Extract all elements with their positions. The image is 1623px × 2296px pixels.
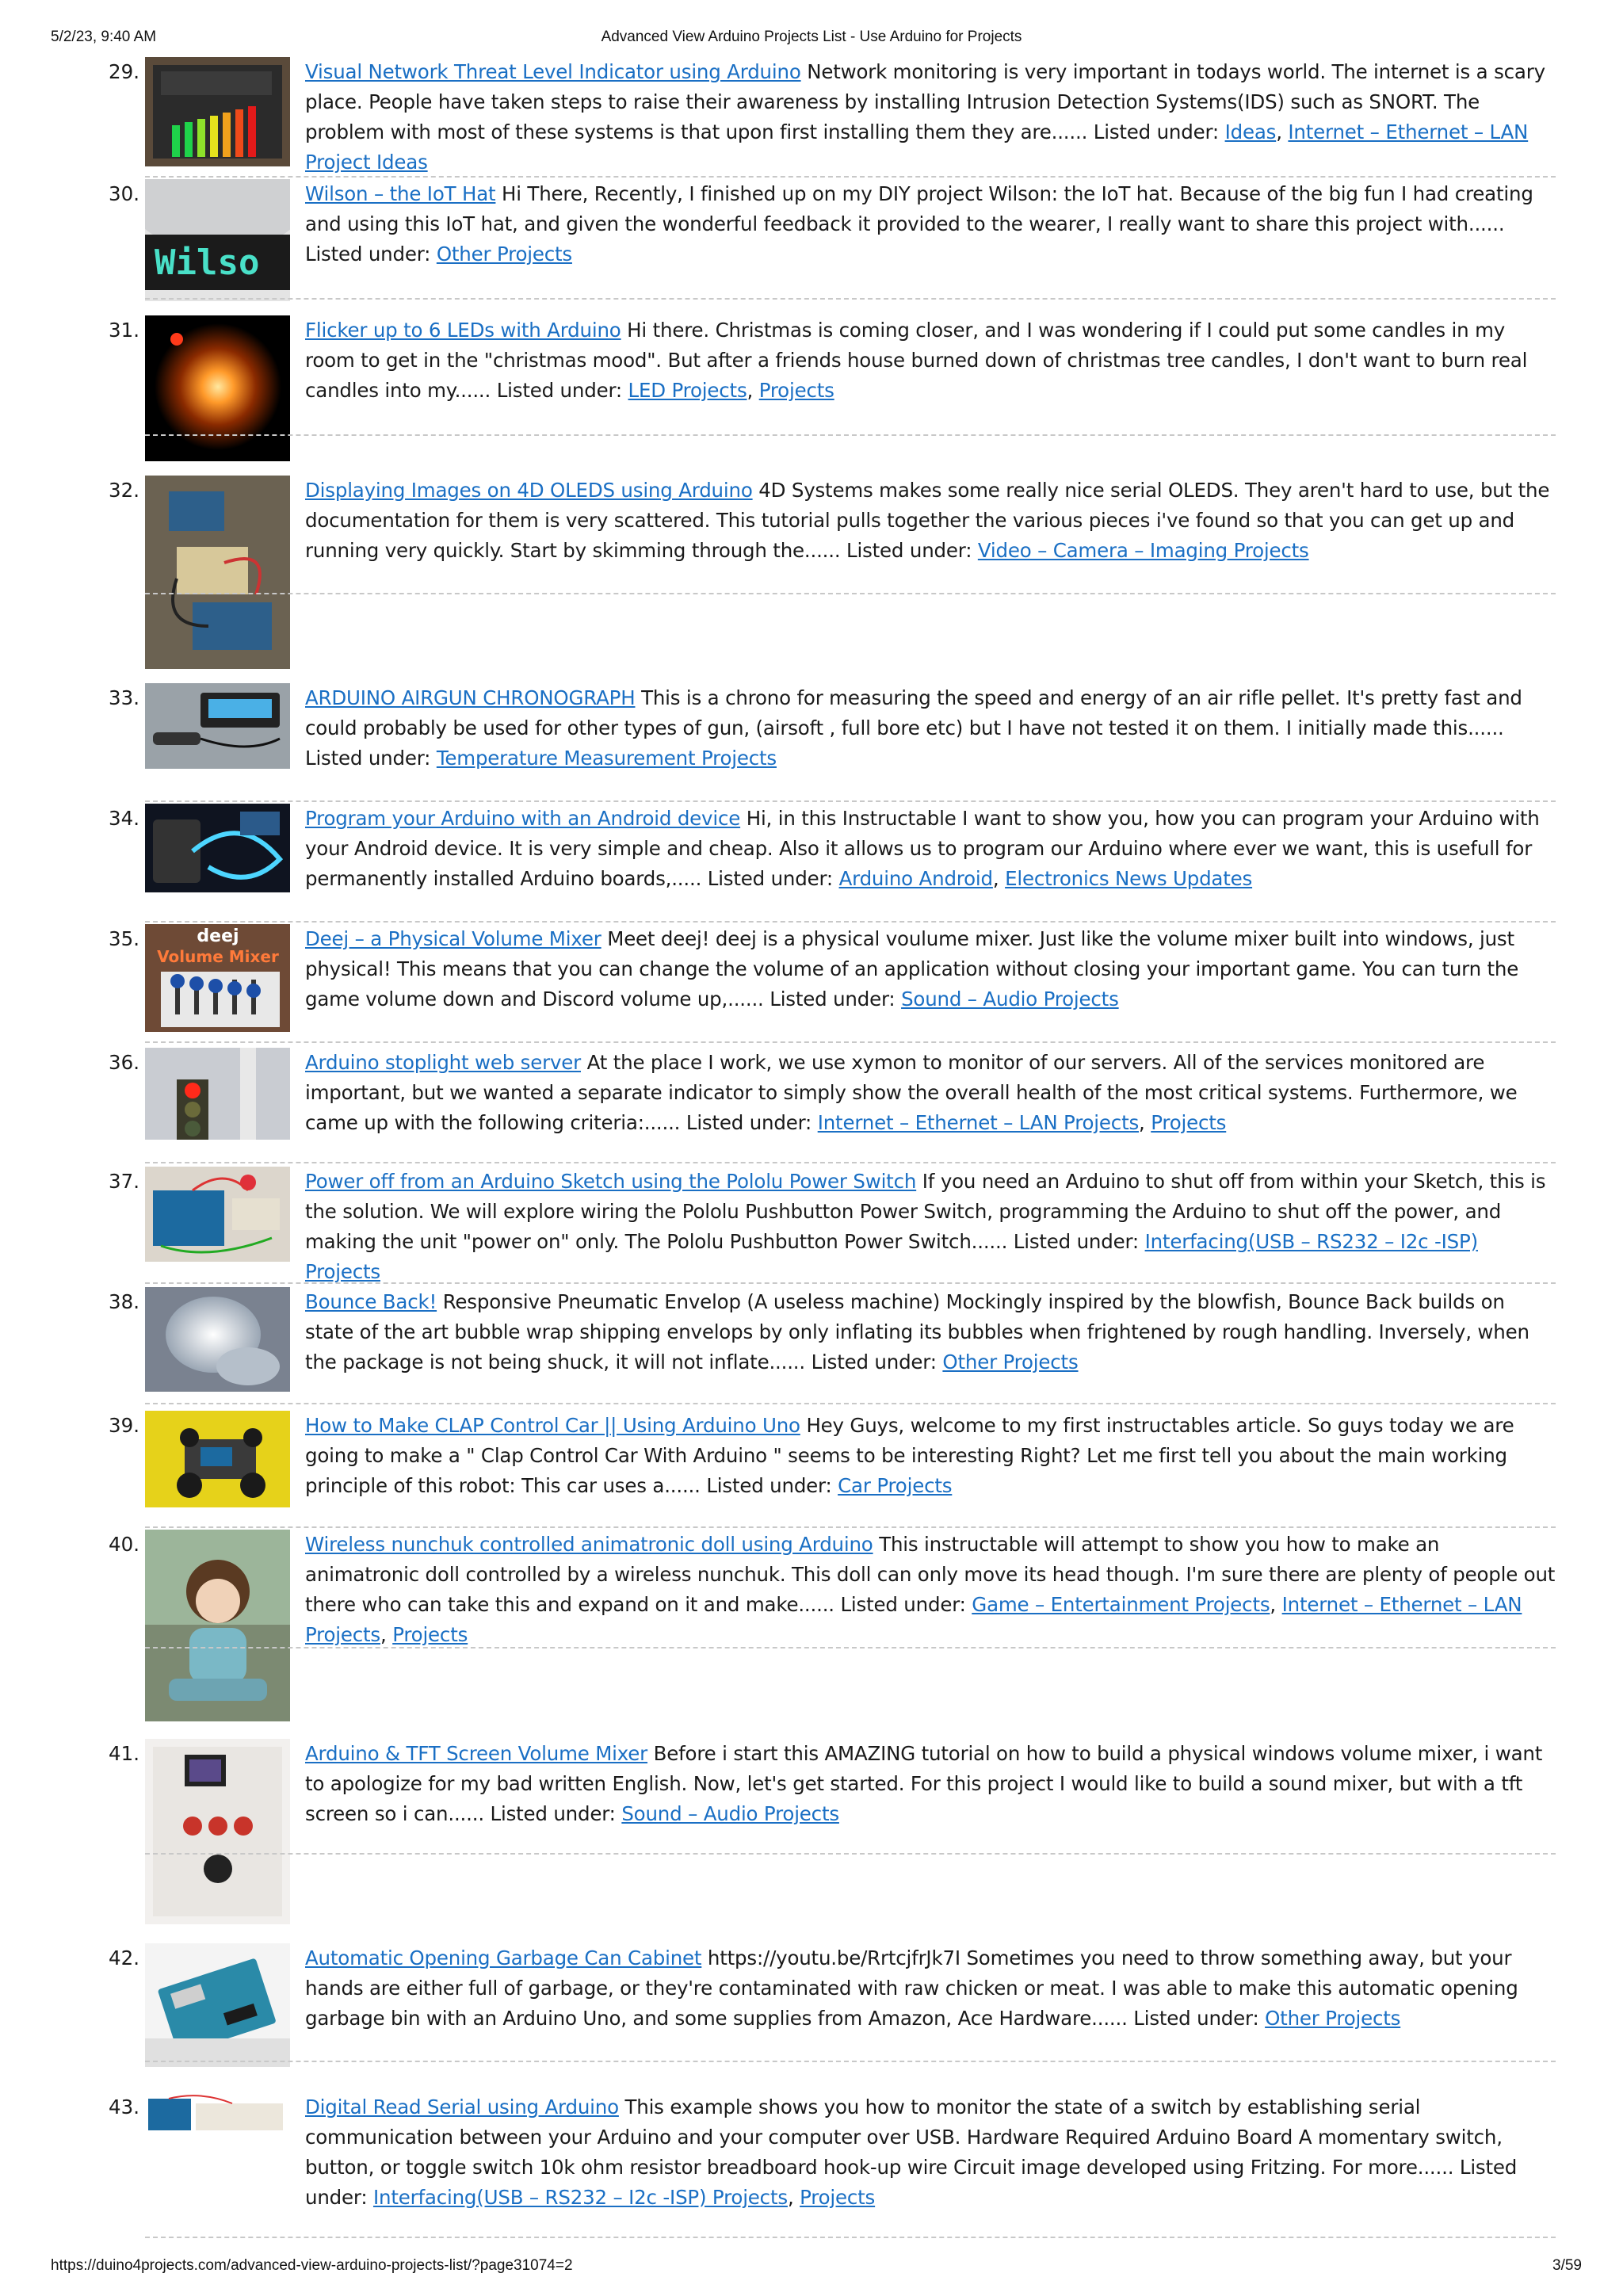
print-datetime: 5/2/23, 9:40 AM [51,29,157,45]
entry-divider [145,434,1556,436]
category-link[interactable]: Arduino Android [838,867,993,890]
project-description: At the place I work, we use xymon to monitor of our servers. All of the services monitored are important, but we wanted a separate indicator to simply show the overall health of the most critical systems. Furthermore, we came up with the following criteria:...... [305,1051,1518,1134]
entry-divider [145,1041,1556,1043]
category-link[interactable]: Ideas [1224,120,1277,143]
project-thumbnail[interactable] [145,924,290,1032]
project-title-link[interactable]: Program your Arduino with an Android device [305,807,741,830]
page-url: https://duino4projects.com/advanced-view-arduino-projects-list/?page31074=2 [51,2257,573,2274]
project-description: Hi there. Christmas is coming closer, and I was wondering if I could put some candles in my room to get in the "christmas mood". But after a friends house burned down of christmas tree candles, I don't want to burn real candles into my...... [305,319,1528,402]
category-link[interactable]: Projects [800,2186,876,2209]
entry-text [305,1167,1557,1287]
project-description: 4D Systems makes some really nice serial OLEDS. They aren't hard to use, but the documentation for them is very scattered. This tutorial pulls together the various pieces i've found so that you can get up and running very quickly. Start by skimming through the...... [305,479,1550,562]
entry-divider [145,921,1556,923]
project-thumbnail[interactable] [145,1167,290,1262]
category-link[interactable]: Interfacing(USB – RS232 – I2c -ISP) Projects [372,2186,788,2209]
project-thumbnail[interactable] [145,1739,290,1924]
entry-divider [145,298,1556,300]
thumb-caption-deej: deej [197,926,239,946]
category-link[interactable]: Interfacing(USB – RS232 – I2c -ISP) Projects [305,1230,1478,1283]
print-footer [0,2251,1623,2283]
project-title-link[interactable]: Power off from an Arduino Sketch using the Pololu Power Switch [305,1170,917,1193]
entry-text [305,924,1557,1014]
entry-divider [145,2061,1556,2062]
entry-divider [145,2237,1556,2238]
listed-under-label: Listed under: [305,2156,1518,2209]
category-link[interactable]: Temperature Measurement Projects [436,747,777,770]
project-title-link[interactable]: Arduino stoplight web server [305,1051,581,1074]
entry-text [305,683,1557,774]
entry-text [305,179,1557,269]
project-description: https://youtu.be/RrtcjfrJk7I Sometimes you need to throw something away, but your hands are either full of garbage, or they're contaminated with raw chicken or meat. I was able to make this automatic opening garbage bin with an Arduino Uno, and some supplies from Amazon, Ace Hardware...... [305,1946,1518,2030]
entry-text: Digital Read Serial using Arduino This example shows you how to monitor the state of a switch by establishing serial communication between your Arduino and your computer over USB. Hardware Required Arduino Board A momentary switch, button, or toggle switch 10k ohm resistor breadboard hook-up wire Circuit image developed using Fritzing. For more...... Listed under: Interfacing(USB – RS232 – I2c -ISP) Projects, Projects [305,2095,1518,2209]
category-link[interactable]: Other Projects [436,243,572,266]
entry-divider [145,1403,1556,1404]
project-thumbnail[interactable] [145,1943,290,2067]
project-thumbnail[interactable] [145,804,290,892]
thumb-caption-volume-mixer: Volume Mixer [157,947,279,966]
entry-divider [145,1853,1556,1855]
entry-divider [145,593,1556,594]
project-description: This instructable will attempt to show you how to make an animatronic doll controlled by a wireless nunchuk. This doll can only move its head though. I'm sure there are plenty of people out there who can take this and expand on it and make...... [305,1533,1556,1616]
project-thumbnail[interactable] [145,1530,290,1721]
entry-text: Flicker up to 6 LEDs with Arduino Hi there. Christmas is coming closer, and I was wondering if I could put some candles in my room to get in the "christmas mood". But after a friends house burned down of christmas tree candles, I don't want to burn real candles into my...... Listed under: LED Projects, Projects [305,319,1528,402]
entry-number: 33. [109,686,139,709]
entry-text: Wireless nunchuk controlled animatronic doll using Arduino This instructable will attempt to show you how to make an animatronic doll controlled by a wireless nunchuk. This doll can only move its head though. I'm sure there are plenty of people out there who can take this and expand on it and make...... Listed under: Game – Entertainment Projects, Internet – Ethernet – LAN Projects, Projects [305,1533,1556,1646]
entry-text [305,476,1557,566]
project-title-link[interactable]: Visual Network Threat Level Indicator using Arduino [305,60,801,83]
project-title-link[interactable]: Bounce Back! [305,1290,437,1313]
project-thumbnail[interactable] [145,315,290,461]
listed-under-label: Listed under: [846,539,972,562]
listed-under-label: Listed under: [496,379,622,402]
listed-under-label: Listed under: [685,1111,812,1134]
entry-number: 29. [109,60,139,83]
category-link[interactable]: Other Projects [1265,2007,1401,2030]
category-link[interactable]: Car Projects [838,1474,953,1497]
project-description: Hi There, Recently, I finished up on my DIY project Wilson: the IoT hat. Because of the big fun I had creating and using this IoT hat, and given the wonderful feedback it provided to the wearer, I really want to share this project with...... [305,182,1533,235]
entry-number: 35. [109,927,139,950]
listed-under-label: Listed under: [769,988,896,1010]
project-thumbnail[interactable] [145,179,290,301]
listed-under-label: Listed under: [305,747,431,770]
project-title-link[interactable]: ARDUINO AIRGUN CHRONOGRAPH [305,686,636,709]
entry-number: 37. [109,1170,139,1193]
project-thumbnail[interactable] [145,1048,290,1140]
entry-number: 39. [109,1414,139,1437]
listed-under-label: Listed under: [1093,120,1219,143]
category-link[interactable]: Other Projects [942,1350,1079,1373]
category-link[interactable]: LED Projects [628,379,747,402]
project-description: This example shows you how to monitor the state of a switch by establishing serial communication between your Arduino and your computer over USB. Hardware Required Arduino Board A momentary switch, button, or toggle switch 10k ohm resistor breadboard hook-up wire Circuit image developed using Fritzing. For more...... [305,2095,1503,2179]
category-link[interactable]: Internet – Ethernet – LAN Projects [817,1111,1140,1134]
project-title-link[interactable]: Wilson – the IoT Hat [305,182,496,205]
listed-under-label: Listed under: [490,1802,616,1825]
category-link[interactable]: Sound – Audio Projects [901,988,1119,1010]
project-thumbnail[interactable] [145,1411,290,1507]
entry-number: 41. [109,1742,139,1765]
category-link[interactable]: Internet – Ethernet – LAN Project Ideas [305,120,1529,174]
project-thumbnail[interactable] [145,2092,290,2140]
entry-divider [145,176,1556,178]
project-description: If you need an Arduino to shut off from within your Sketch, this is the solution. We will explore wiring the Pololu Pushbutton Power Switch, programming the Arduino to shut off the power, and making the unit "power on" only. The Pololu Pushbutton Power Switch...... [305,1170,1546,1253]
entry-text [305,1411,1557,1501]
entry-divider [145,1647,1556,1648]
project-title-link[interactable]: Flicker up to 6 LEDs with Arduino [305,319,621,342]
project-title-link[interactable]: How to Make CLAP Control Car || Using Arduino Uno [305,1414,800,1437]
listed-under-label: Listed under: [811,1350,937,1373]
entry-divider [145,800,1556,802]
category-link[interactable]: Video – Camera – Imaging Projects [977,539,1309,562]
category-link[interactable]: Electronics News Updates [1005,867,1253,890]
category-link[interactable]: Projects [758,379,834,402]
project-description: Before i start this AMAZING tutorial on how to build a physical windows volume mixer, i want to apologize for my bad written English. Now, let's get started. For this project I would like to build a sound mixer, but with a tft screen so i can...... [305,1742,1543,1825]
entry-text: Visual Network Threat Level Indicator using Arduino Network monitoring is very important in todays world. The internet is a scary place. People have taken steps to raise their awareness by installing Intrusion Detection Systems(IDS) such as SNORT. The problem with most of these systems is that upon first installing them they are...... Listed under: Ideas, Internet – Ethernet – LAN Project Ideas [305,60,1545,174]
entry-number: 42. [109,1946,139,1969]
category-link[interactable]: Projects [392,1623,468,1646]
entry-text [305,1739,1557,1829]
entry-number: 40. [109,1533,139,1556]
entry-text [305,1287,1557,1377]
category-link[interactable]: Game – Entertainment Projects [972,1593,1270,1616]
listed-under-label: Listed under: [706,1474,832,1497]
entry-text [305,1943,1557,2034]
category-link[interactable]: Projects [1151,1111,1227,1134]
listed-under-label: Listed under: [840,1593,966,1616]
entry-number: 34. [109,807,139,830]
svg-text:Wilso: Wilso [155,243,260,283]
project-thumbnail[interactable] [145,683,290,769]
entry-text: Program your Arduino with an Android device Hi, in this Instructable I want to show you, how you can program your Arduino with your Android device. It is very simple and cheap. Also it allows us to program our Arduino where ever we want, this is usefull for permanently installed Arduino boards,..... Listed under: Arduino Android, Electronics News Updates [305,807,1540,890]
project-title-link[interactable]: Arduino & TFT Screen Volume Mixer [305,1742,648,1765]
project-thumbnail[interactable] [145,1287,290,1392]
category-link[interactable]: Sound – Audio Projects [621,1802,839,1825]
listed-under-label: Listed under: [305,243,431,266]
project-thumbnail[interactable] [145,476,290,669]
project-thumbnail[interactable] [145,57,290,166]
entry-number: 43. [109,2095,139,2118]
project-title-link[interactable]: Deej – a Physical Volume Mixer [305,927,601,950]
listed-under-label: Listed under: [1013,1230,1139,1253]
project-description: Responsive Pneumatic Envelop (A useless machine) Mockingly inspired by the blowfish, Bounce Back builds on state of the art bubble wrap shipping envelops by only inflating its bubbles when frightened by rough handling. Inversely, when the package is not being shuck, it will not inflate...... [305,1290,1529,1373]
entry-divider [145,1526,1556,1528]
project-description: Hey Guys, welcome to my first instructables article. So guys today we are going to make a " Clap Control Car With Arduino " seems to be interesting Right? Let me first tell you about the main working principle of this robot: This car uses a...... [305,1414,1514,1497]
project-description: This is a chrono for measuring the speed and energy of an air rifle pellet. It's pretty fast and could probably be used for other types of gun, (airsoft , full bore etc) but I have not tested it on them. I initially made this...... [305,686,1522,739]
entry-number: 38. [109,1290,139,1313]
entry-number: 32. [109,479,139,502]
entry-number: 36. [109,1051,139,1074]
project-title-link[interactable]: Wireless nunchuk controlled animatronic doll using Arduino [305,1533,873,1556]
project-title-link[interactable]: Digital Read Serial using Arduino [305,2095,619,2118]
listed-under-label: Listed under: [707,867,833,890]
page-number: 3/59 [1552,2257,1582,2274]
entry-divider [145,1282,1556,1284]
project-title-link[interactable]: Automatic Opening Garbage Can Cabinet [305,1946,702,1969]
listed-under-label: Listed under: [1133,2007,1259,2030]
project-description: Network monitoring is very important in todays world. The internet is a scary place. People have taken steps to raise their awareness by installing Intrusion Detection Systems(IDS) such as SNORT. The problem with most of these systems is that upon first installing them they are...... [305,60,1545,143]
project-description: Hi, in this Instructable I want to show you, how you can program your Arduino with your Android device. It is very simple and cheap. Also it allows us to program our Arduino where ever we want, this is usefull for permanently installed Arduino boards,..... [305,807,1540,890]
category-link[interactable]: Internet – Ethernet – LAN Projects [305,1593,1522,1646]
project-title-link[interactable]: Displaying Images on 4D OLEDS using Arduino [305,479,753,502]
entry-divider [145,1162,1556,1163]
page-title: Advanced View Arduino Projects List - Use Arduino for Projects [601,29,1022,45]
entry-number: 31. [109,319,139,342]
entry-number: 30. [109,182,139,205]
project-description: Meet deej! deej is a physical voulume mixer. Just like the volume mixer built into windows, just physical! This means that you can change the volume of an application without closing your important game. You can turn the game volume down and Discord volume up,...... [305,927,1519,1010]
entry-text: Arduino stoplight web server At the place I work, we use xymon to monitor of our servers. All of the services monitored are important, but we wanted a separate indicator to simply show the overall health of the most critical systems. Furthermore, we came up with the following criteria:...... Listed under: Internet – Ethernet – LAN Projects, Projects [305,1051,1518,1134]
